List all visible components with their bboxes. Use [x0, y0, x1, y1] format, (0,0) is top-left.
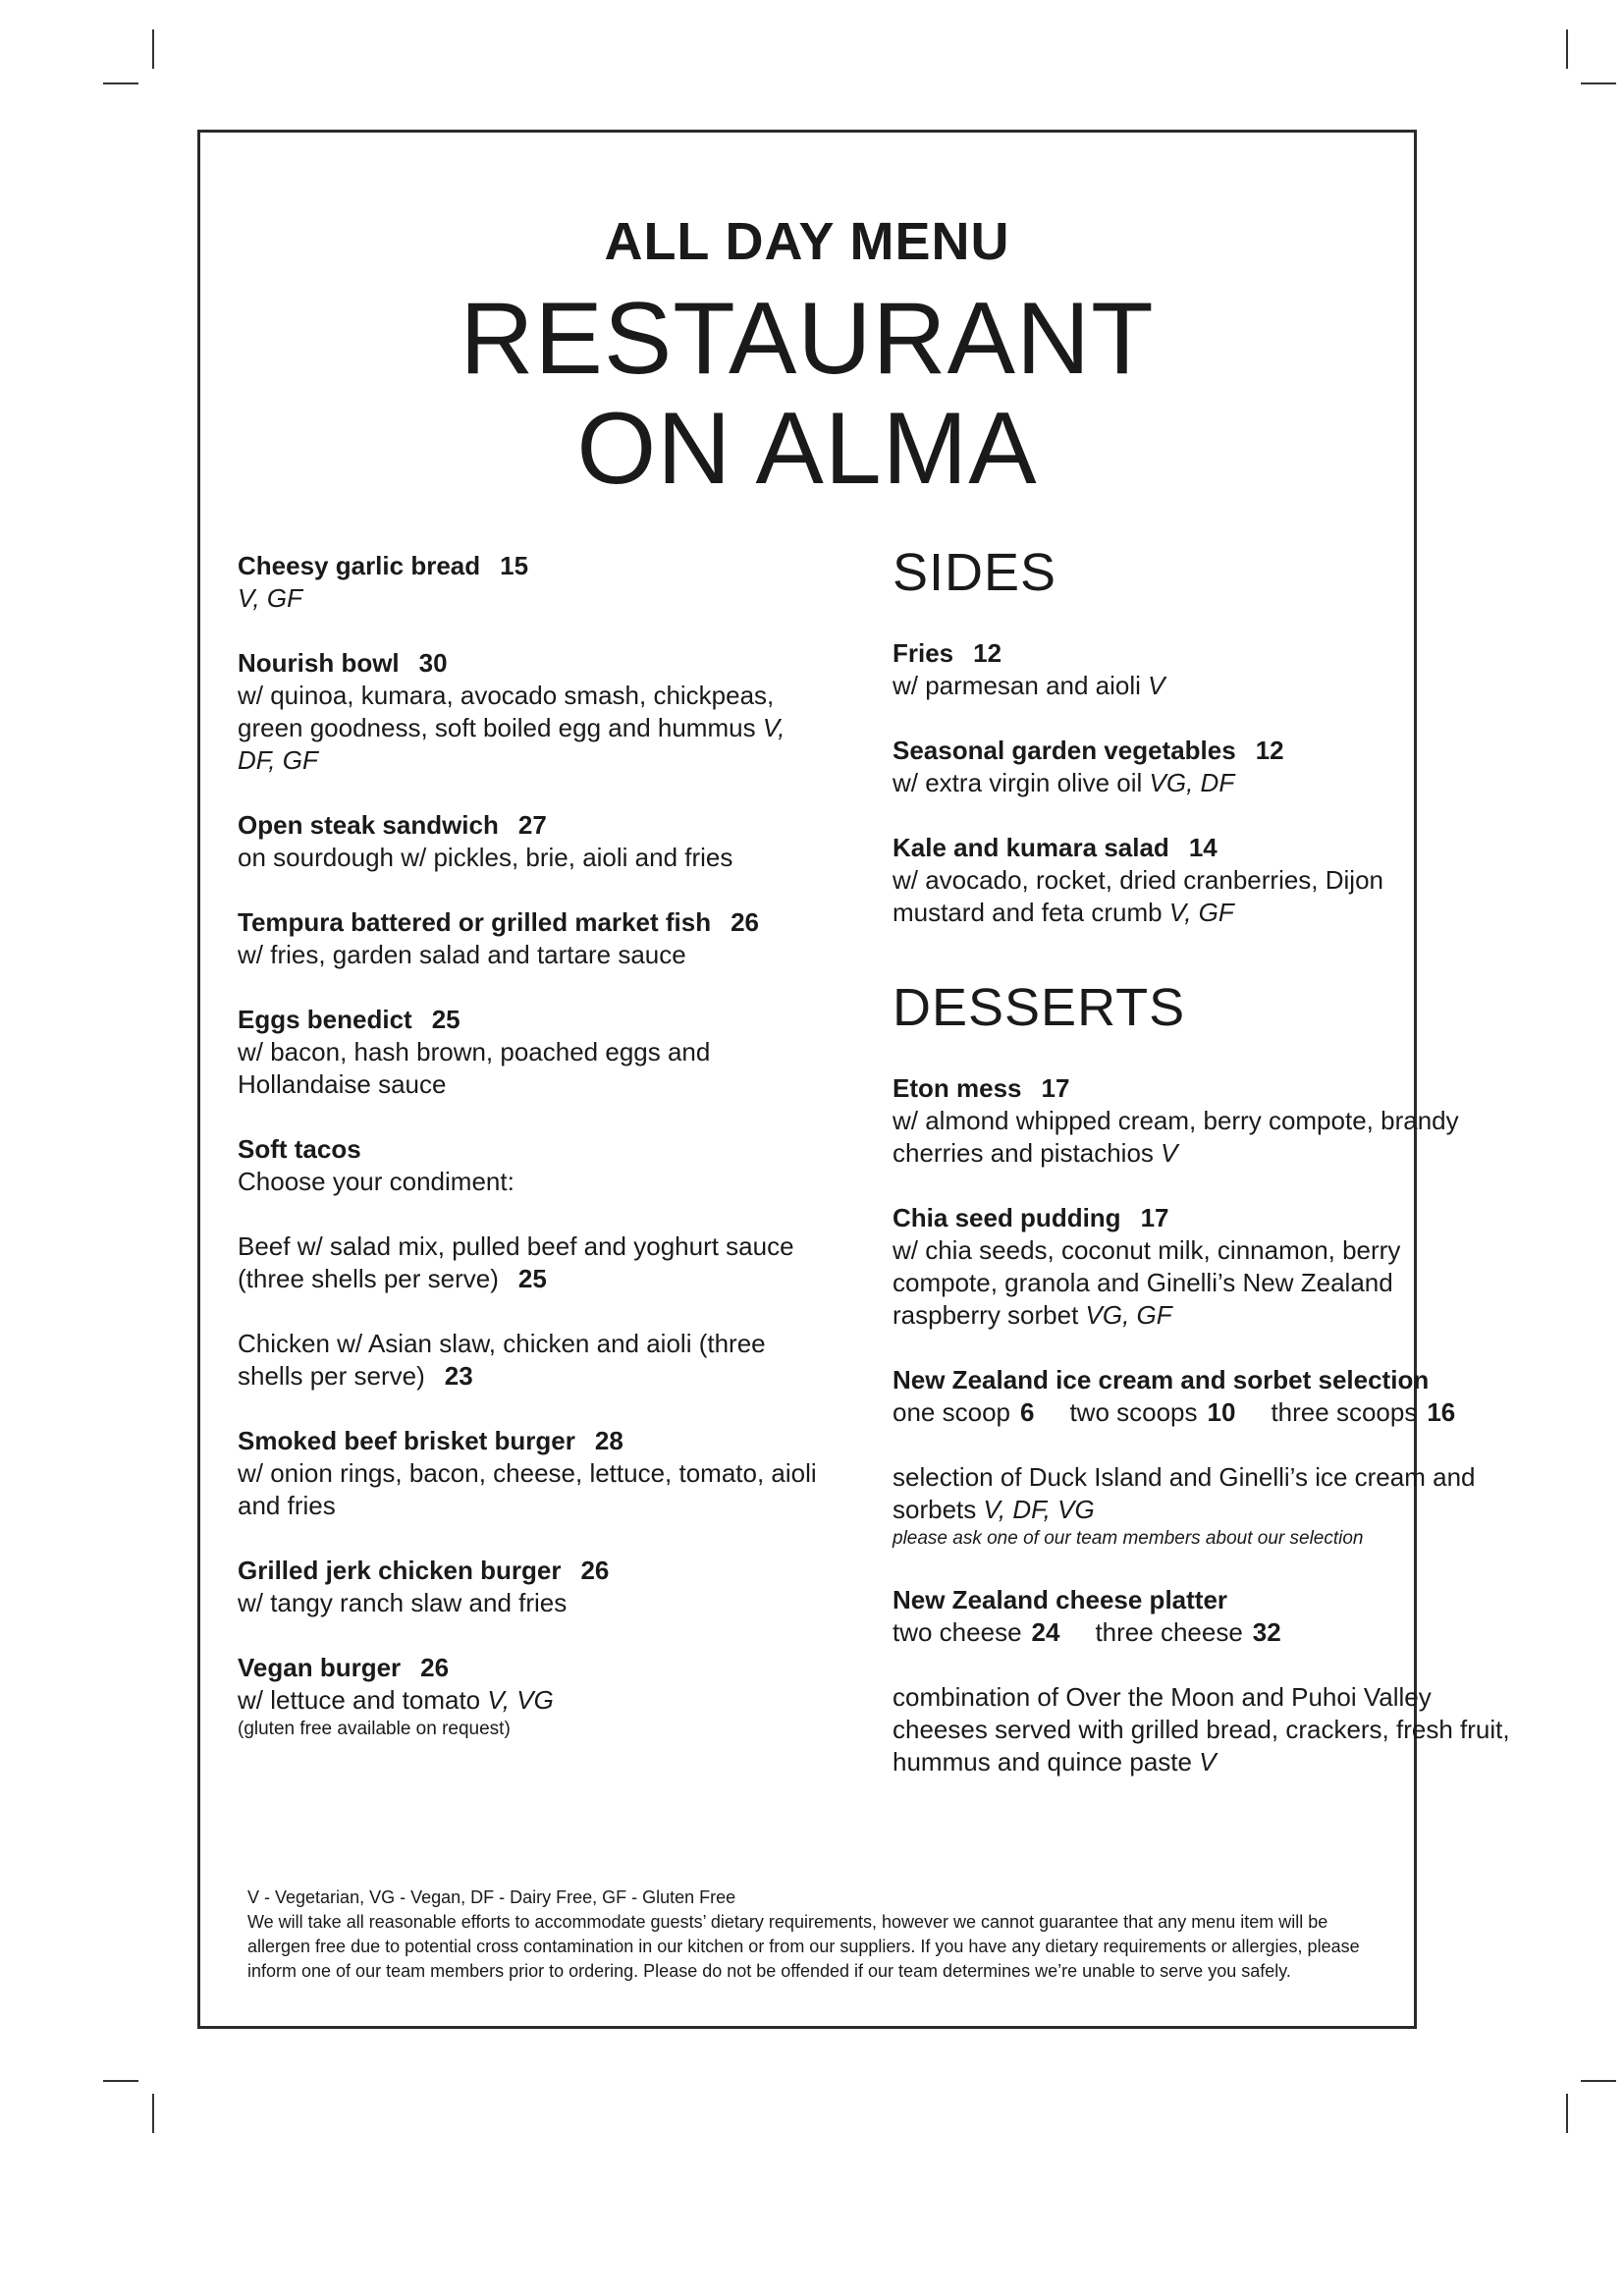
item-price: 28 [594, 1426, 623, 1455]
dietary-tags: V, GF [1168, 898, 1234, 927]
item-description: w/ parmesan and aioli [893, 671, 1141, 700]
item-price: 26 [420, 1653, 450, 1682]
dietary-tags: V, DF, GF [238, 713, 785, 775]
item-description: w/ onion rings, bacon, cheese, lettuce, tomato, aioli and fries [238, 1458, 817, 1520]
option-description: Beef w/ salad mix, pulled beef and yoghurt sauce (three shells per serve) [238, 1231, 794, 1293]
menu-item [893, 1072, 1521, 1170]
crop-mark [1581, 2080, 1616, 2082]
menu-item [238, 550, 817, 615]
crop-mark [1566, 2094, 1568, 2133]
dietary-tags: V, DF, VG [983, 1495, 1095, 1524]
dietary-tags: V [1199, 1747, 1217, 1777]
size-options [893, 1616, 1521, 1649]
item-description: w/ fries, garden salad and tartare sauce [238, 940, 686, 969]
item-price: 17 [1140, 1203, 1169, 1232]
menu-subtitle: ALL DAY MENU [604, 212, 1010, 271]
option-price: 6 [1019, 1397, 1035, 1427]
item-price: 26 [580, 1556, 610, 1585]
item-name: Tempura battered or grilled market fish [238, 907, 712, 937]
item-note: (gluten free available on request) [238, 1719, 511, 1739]
menu-item [893, 832, 1521, 929]
item-description: w/ almond whipped cream, berry compote, brandy cherries and pistachios [893, 1106, 1459, 1168]
crop-mark [152, 29, 154, 69]
menu-frame [197, 130, 1510, 2029]
menu-item-icecream [893, 1364, 1521, 1552]
item-price: 27 [517, 810, 547, 840]
item-name: Fries [893, 638, 954, 668]
option-label: one scoop [893, 1397, 1010, 1427]
item-price: 26 [731, 907, 760, 937]
dietary-footer [247, 1886, 1377, 1984]
allergen-disclaimer: We will take all reasonable efforts to accommodate guests’ dietary requirements, however we cannot guarantee that any menu item will be allergen free due to potential cross contamination in our kitchen or from our suppliers. If you have any dietary requirements or allergies, please inform one of our team members prior to ordering. Please do not be offended if our team determines we’re unable to serve you safely. [247, 1912, 1360, 1981]
menu-item-cheese [893, 1584, 1521, 1778]
crop-mark [1566, 29, 1568, 69]
item-price: 12 [973, 638, 1002, 668]
option-label: three cheese [1095, 1617, 1243, 1647]
item-description: Choose your condiment: [238, 1167, 514, 1196]
item-name: Seasonal garden vegetables [893, 736, 1236, 765]
menu-item-tacos [238, 1133, 817, 1198]
item-name: Cheesy garlic bread [238, 551, 481, 580]
mains-column [238, 550, 817, 1775]
menu-item [893, 735, 1521, 799]
item-description: w/ quinoa, kumara, avocado smash, chickpeas, green goodness, soft boiled egg and hummus [238, 681, 775, 742]
crop-mark [103, 82, 138, 84]
item-name: Kale and kumara salad [893, 833, 1169, 862]
desserts-heading: DESSERTS [893, 978, 1186, 1037]
crop-mark [103, 2080, 138, 2082]
item-name: Eton mess [893, 1073, 1022, 1103]
crop-mark [1581, 82, 1616, 84]
menu-item [238, 1425, 817, 1522]
option-price: 10 [1207, 1397, 1236, 1427]
item-name: Open steak sandwich [238, 810, 499, 840]
item-description: selection of Duck Island and Ginelli’s ice cream and sorbets [893, 1462, 1476, 1524]
item-description: w/ bacon, hash brown, poached eggs and Hollandaise sauce [238, 1037, 711, 1099]
item-description: w/ extra virgin olive oil [893, 768, 1143, 797]
menu-item [238, 809, 817, 874]
size-options [893, 1396, 1521, 1429]
option-label: two cheese [893, 1617, 1022, 1647]
restaurant-title-line2: ON ALMA [576, 392, 1038, 506]
option-price: 23 [444, 1361, 473, 1391]
item-description: w/ lettuce and tomato [238, 1685, 481, 1715]
item-price: 15 [500, 551, 529, 580]
dietary-tags: V [1148, 671, 1165, 700]
taco-option-chicken [238, 1328, 817, 1393]
item-description: combination of Over the Moon and Puhoi Valley cheeses served with grilled bread, crackers, fresh fruit, hummus and quince paste [893, 1682, 1510, 1777]
dietary-tags: V [1161, 1138, 1178, 1168]
item-name: Nourish bowl [238, 648, 400, 678]
taco-option-beef [238, 1230, 817, 1295]
dietary-tags: V, GF [238, 583, 302, 613]
menu-item [238, 1555, 817, 1619]
item-price: 25 [431, 1005, 460, 1034]
item-name: New Zealand cheese platter [893, 1585, 1228, 1614]
item-name: Soft tacos [238, 1134, 361, 1164]
dietary-tags: V, VG [487, 1685, 554, 1715]
item-name: Vegan burger [238, 1653, 402, 1682]
item-name: New Zealand ice cream and sorbet selection [893, 1365, 1430, 1394]
item-note: please ask one of our team members about our selection [893, 1528, 1364, 1549]
restaurant-title-line1: RESTAURANT [460, 282, 1155, 396]
menu-item [893, 637, 1521, 702]
item-description: w/ avocado, rocket, dried cranberries, Dijon mustard and feta crumb [893, 865, 1384, 927]
item-price: 14 [1188, 833, 1218, 862]
item-price: 17 [1041, 1073, 1070, 1103]
sides-heading: SIDES [893, 543, 1057, 602]
item-name: Chia seed pudding [893, 1203, 1121, 1232]
item-name: Eggs benedict [238, 1005, 412, 1034]
option-description: Chicken w/ Asian slaw, chicken and aioli (three shells per serve) [238, 1329, 766, 1391]
item-price: 30 [418, 648, 448, 678]
option-price: 24 [1031, 1617, 1060, 1647]
dietary-tags: VG, GF [1085, 1300, 1172, 1330]
dietary-tags: VG, DF [1149, 768, 1235, 797]
option-label: two scoops [1069, 1397, 1198, 1427]
item-description: on sourdough w/ pickles, brie, aioli and fries [238, 843, 733, 872]
menu-item [238, 647, 817, 777]
menu-item [238, 1004, 817, 1101]
crop-mark [152, 2094, 154, 2133]
option-label: three scoops [1271, 1397, 1418, 1427]
item-description: w/ chia seeds, coconut milk, cinnamon, berry compote, granola and Ginelli’s New Zealand raspberry sorbet [893, 1235, 1401, 1330]
menu-item [238, 906, 817, 971]
menu-item [238, 1652, 817, 1742]
menu-item [893, 1202, 1521, 1332]
dietary-legend: V - Vegetarian, VG - Vegan, DF - Dairy Free, GF - Gluten Free [247, 1887, 736, 1907]
item-name: Smoked beef brisket burger [238, 1426, 575, 1455]
sides-desserts-column [893, 543, 1521, 1811]
item-name: Grilled jerk chicken burger [238, 1556, 562, 1585]
item-price: 12 [1255, 736, 1284, 765]
item-description: w/ tangy ranch slaw and fries [238, 1588, 568, 1617]
option-price: 32 [1252, 1617, 1281, 1647]
option-price: 16 [1427, 1397, 1456, 1427]
option-price: 25 [517, 1264, 547, 1293]
